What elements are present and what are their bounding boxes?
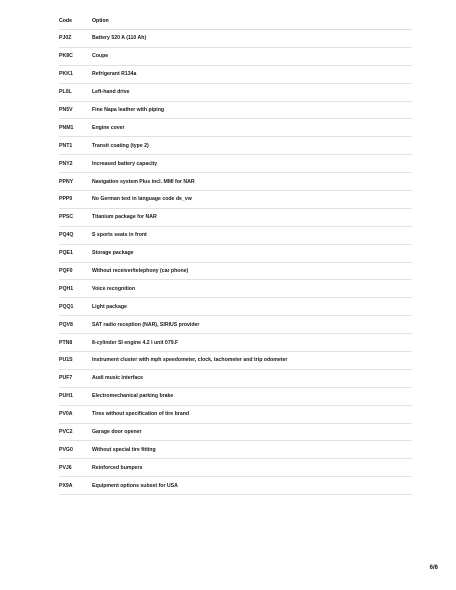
cell-code: PVJ6	[59, 464, 72, 471]
table-row	[59, 459, 412, 477]
cell-option: Equipment options subset for USA	[92, 482, 178, 489]
table-row	[59, 388, 412, 406]
cell-option: Reinforced bumpers	[92, 464, 143, 471]
cell-code: PVC2	[59, 429, 73, 436]
cell-option: Battery 520 A (110 Ah)	[92, 35, 147, 42]
table-row	[59, 424, 412, 442]
cell-code: PJ0Z	[59, 35, 72, 42]
table-row	[59, 406, 412, 424]
table-header	[59, 12, 412, 30]
table-row	[59, 263, 412, 281]
table-row	[59, 102, 412, 120]
table-row	[59, 334, 412, 352]
cell-option: Without special tire fitting	[92, 446, 156, 453]
table-row	[59, 209, 412, 227]
table-row	[59, 352, 412, 370]
table-row	[59, 137, 412, 155]
cell-code: PTN8	[59, 339, 73, 346]
table-row	[59, 84, 412, 102]
table-row	[59, 245, 412, 263]
cell-code: PQQ1	[59, 303, 74, 310]
cell-option: Navigation system Plus incl. MMI for NAR	[92, 178, 195, 185]
cell-option: Light package	[92, 303, 127, 310]
table-row	[59, 191, 412, 209]
cell-option: Tires without specification of tire brand	[92, 411, 190, 418]
cell-option: 8-cylinder SI engine 4.2 l unit 079.F	[92, 339, 179, 346]
cell-code: PL0L	[59, 89, 72, 96]
cell-option: SAT radio reception (NAR), SIRIUS provider	[92, 321, 200, 328]
cell-option: Left-hand drive	[92, 89, 130, 96]
cell-option: Increased battery capacity	[92, 160, 158, 167]
cell-option: Audi music interface	[92, 375, 144, 382]
cell-option: S sports seats in front	[92, 232, 147, 239]
page-number: 6/6	[429, 565, 438, 571]
cell-code: PPP0	[59, 196, 73, 203]
cell-code: PNY2	[59, 160, 73, 167]
table-body	[59, 30, 412, 495]
options-table	[59, 12, 412, 495]
cell-option: Transit coating (type 2)	[92, 142, 149, 149]
cell-code: PUH1	[59, 393, 73, 400]
cell-code: PQH1	[59, 285, 74, 292]
cell-code: PKK1	[59, 71, 73, 78]
cell-code: PUF7	[59, 375, 73, 382]
cell-code: PVG0	[59, 446, 73, 453]
cell-code: PQF0	[59, 268, 73, 275]
table-row	[59, 227, 412, 245]
cell-code: PU1S	[59, 357, 73, 364]
cell-option: Titanium package for NAR	[92, 214, 157, 221]
cell-code: PNM1	[59, 124, 74, 131]
cell-code: PPNY	[59, 178, 74, 185]
cell-code: PN5V	[59, 107, 73, 113]
table-row	[59, 298, 412, 316]
table-row	[59, 280, 412, 298]
cell-option: Garage door opener	[92, 429, 142, 436]
cell-option: Refrigerant R134a	[92, 71, 137, 78]
table-row	[59, 441, 412, 459]
table-row	[59, 30, 412, 48]
table-row	[59, 316, 412, 334]
cell-code: PNT1	[59, 142, 73, 149]
cell-option: Without receiver/telephony (car phone)	[92, 268, 189, 275]
cell-code: PQV8	[59, 321, 73, 328]
table-row	[59, 370, 412, 388]
header-option: Option	[92, 17, 109, 24]
cell-code: PQE1	[59, 250, 73, 257]
table-row	[59, 66, 412, 84]
cell-option: Fine Napa leather with piping	[92, 107, 165, 113]
table-row	[59, 477, 412, 495]
cell-option: Electromechanical parking brake	[92, 393, 174, 400]
cell-code: PPSC	[59, 214, 74, 221]
cell-option: Engine cover	[92, 124, 125, 131]
cell-code: PV0A	[59, 411, 73, 418]
cell-option: Storage package	[92, 250, 134, 257]
table-row	[59, 119, 412, 137]
header-code: Code	[59, 17, 72, 24]
cell-code: PK8C	[59, 53, 73, 60]
cell-option: Instrument cluster with mph speedometer, clock, tachometer and trip odometer	[92, 357, 288, 364]
cell-option: Voice recognition	[92, 285, 136, 292]
cell-code: PX9A	[59, 482, 73, 489]
table-row	[59, 155, 412, 173]
cell-code: PQ4Q	[59, 232, 74, 239]
cell-option: No German text in language code de_vw	[92, 196, 192, 203]
table-row	[59, 173, 412, 191]
table-row	[59, 48, 412, 66]
cell-option: Coupe	[92, 53, 109, 60]
